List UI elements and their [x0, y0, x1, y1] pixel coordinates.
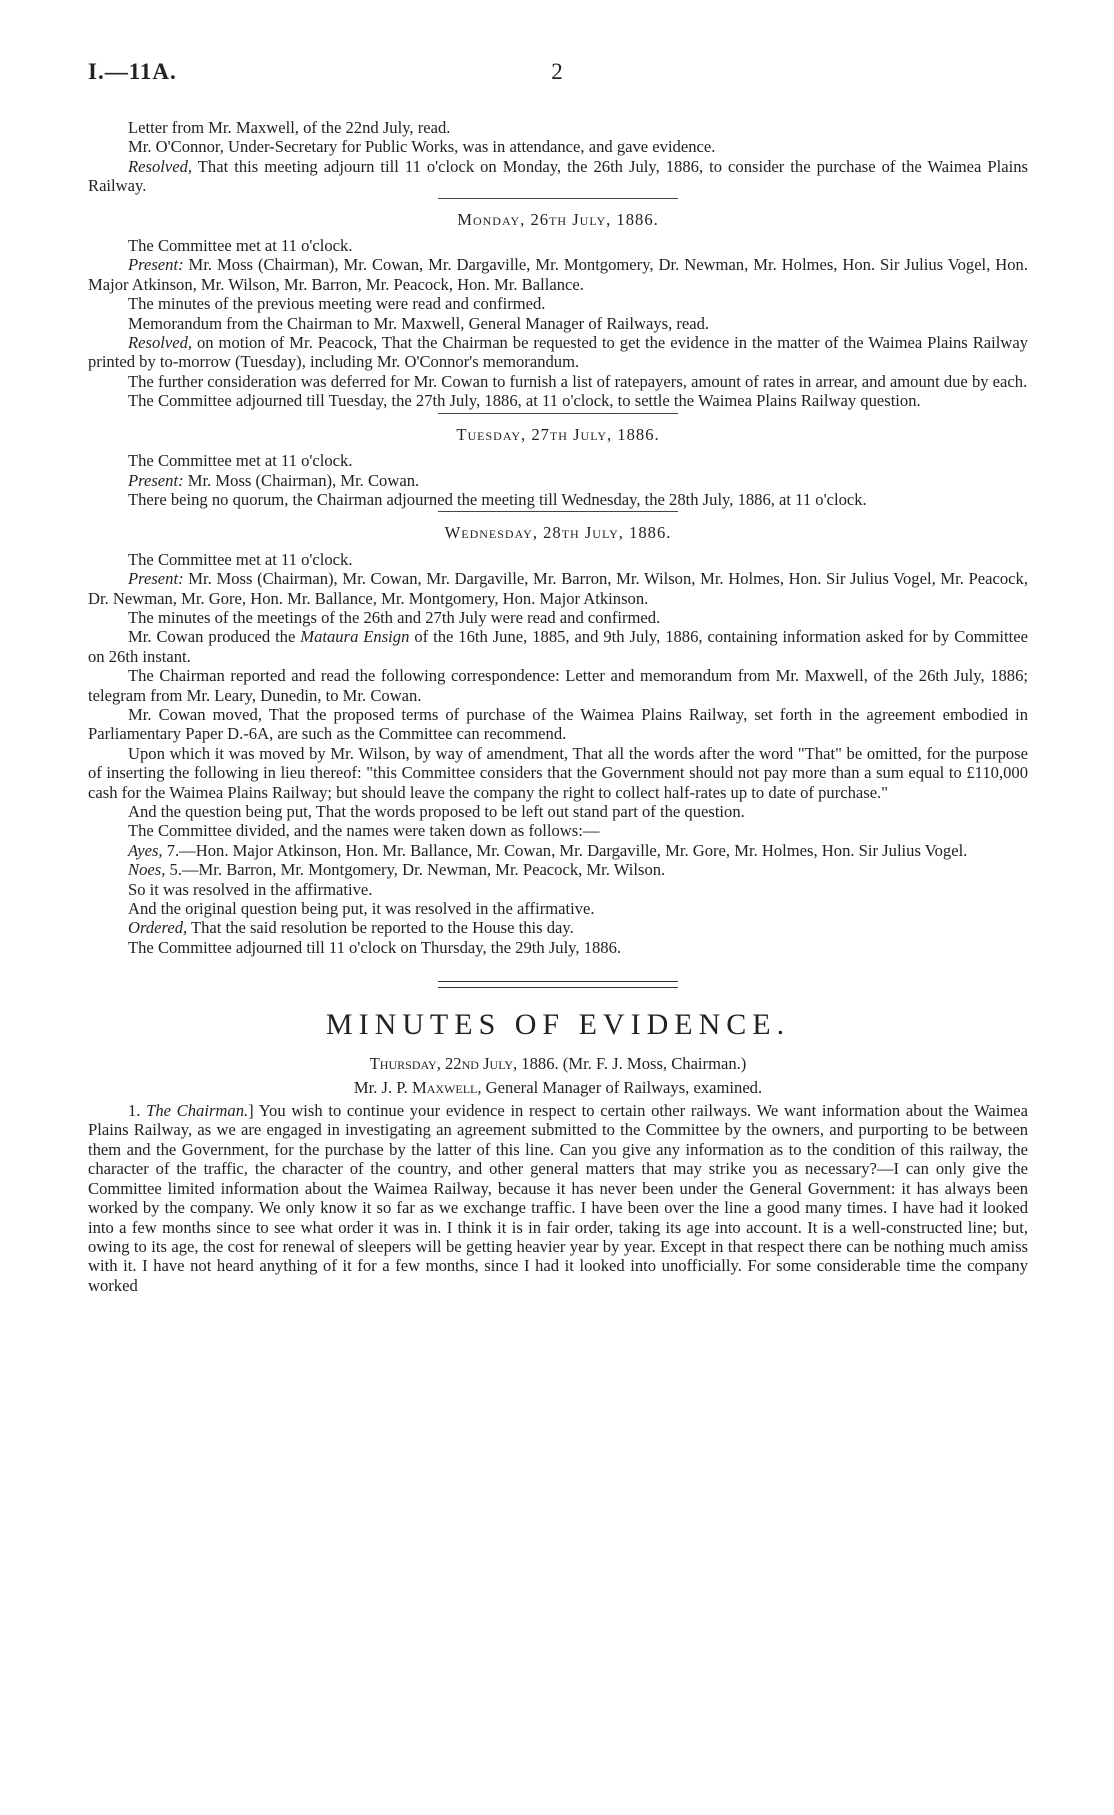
italic-label: Present: — [128, 255, 184, 275]
paragraph: Present: Mr. Moss (Chairman), Mr. Cowan, Mr. Dargaville, Mr. Montgomery, Dr. Newman, Mr. Holmes, Hon. Sir Julius Vogel, Hon. Major Atkinson, Mr. Wilson, Mr. Barron, Mr. Peacock, Hon. Mr. Ballance. — [88, 255, 1028, 294]
paragraph: Mr. Cowan moved, That the proposed terms of purchase of the Waimea Plains Railway, set forth in the agreement embodied in Parliamentary Paper D.-6A, are such as the Committee can recommend. — [88, 704, 1028, 744]
witness-name: Maxwell — [411, 1077, 478, 1097]
section-divider — [438, 198, 678, 199]
italic-label: Present: — [128, 470, 184, 490]
paragraph: The Committee divided, and the names were taken down as follows:— — [128, 821, 600, 841]
paragraph: The further consideration was deferred for Mr. Cowan to furnish a list of ratepayers, amount of rates in arrear, and amount due by each. — [128, 371, 1028, 391]
paragraph: The minutes of the meetings of the 26th and 27th July were read and confirmed. — [128, 607, 661, 627]
italic-label: Ordered, — [128, 918, 188, 938]
page-number: 2 — [551, 59, 563, 84]
question-paragraph: 1. The Chairman.] You wish to continue your evidence in respect to certain other railways. We want information about the Waimea Plains Railway, as we are engaged in investigating an agreement submitted to the Committee by the owners, and purporting to be between them and the Government, for the purchase by the latter of this line. Can you give any information as to the condition of this railway, the character of the traffic, the character of the country, and other general matters that may strike you as necessary?—I can only give the Committee limited information about the Waimea Railway, because it has never been under the General Government: it has always been worked by the company. We only know it so far as we exchange traffic. I have been over the line a good many times. I have had it looked into a few months since to see what order it was in. I think it is in fair order, taking its age into account. It is a well-constructed line; but, owing to its age, the cost for renewal of sleepers will be getting heavier year by year. Except in that respect there can be nothing much amiss with it. I have not heard anything of it for a few months, since I had it looked into unofficially. For some considerable time the company worked — [88, 1101, 1029, 1295]
paragraph: Mr. Cowan produced the Mataura Ensign of the 16th June, 1885, and 9th July, 1886, containing information asked for by Committee on 26th instant. — [88, 627, 1028, 666]
paragraph: Memorandum from the Chairman to Mr. Maxwell, General Manager of Railways, read. — [128, 313, 710, 333]
page-header — [88, 59, 1026, 92]
paper-reference: I.—11A. — [88, 59, 177, 84]
evidence-date-line — [88, 1054, 1028, 1073]
witness-line: Mr. J. P. Maxwell, General Manager of Railways, examined. — [353, 1077, 763, 1097]
paragraph: Present: Mr. Moss (Chairman), Mr. Cowan, Mr. Dargaville, Mr. Barron, Mr. Wilson, Mr. Holmes, Hon. Sir Julius Vogel, Mr. Peacock, Dr. Newman, Mr. Gore, Hon. Mr. Ballance, Mr. Montgomery, Hon. Major Atkinson. — [88, 569, 1028, 608]
paragraph: The Committee met at 11 o'clock. — [128, 236, 353, 256]
paragraph: Noes, 5.—Mr. Barron, Mr. Montgomery, Dr. Newman, Mr. Peacock, Mr. Wilson. — [128, 860, 666, 880]
document-body — [88, 118, 1028, 1295]
paragraph: Mr. O'Connor, Under-Secretary for Public Works, was in attendance, and gave evidence. — [128, 137, 716, 157]
paragraph: The Committee met at 11 o'clock. — [128, 549, 353, 569]
speaker: The Chairman. — [146, 1101, 249, 1121]
section-divider — [438, 413, 678, 414]
italic-label: Ayes, — [128, 840, 163, 860]
italic-label: Present: — [128, 569, 184, 589]
evidence-title: MINUTES OF EVIDENCE. — [325, 1008, 791, 1042]
evidence-chair: (Mr. F. J. Moss, Chairman.) — [562, 1054, 747, 1074]
paragraph: Resolved, That this meeting adjourn till 11 o'clock on Monday, the 26th July, 1886, to consider the purchase of the Waimea Plains Railway. — [88, 156, 1028, 196]
paragraph: Letter from Mr. Maxwell, of the 22nd July, read. — [128, 118, 451, 137]
section-divider — [438, 511, 678, 512]
paragraph: The minutes of the previous meeting were read and confirmed. — [128, 294, 546, 314]
paragraph: And the original question being put, it was resolved in the affirmative. — [128, 899, 595, 919]
paragraph: The Committee adjourned till 11 o'clock on Thursday, the 29th July, 1886. — [128, 937, 622, 957]
meeting-date: Monday, 26th July, 1886. — [457, 209, 659, 229]
newspaper-title: Mataura Ensign — [300, 627, 410, 647]
paragraph: The Committee met at 11 o'clock. — [128, 451, 353, 471]
paragraph: The Chairman reported and read the following correspondence: Letter and memorandum from Mr. Maxwell, of the 26th July, 1886; telegram from Mr. Leary, Dunedin, to Mr. Cowan. — [88, 666, 1028, 705]
paragraph: Ayes, 7.—Hon. Major Atkinson, Hon. Mr. Ballance, Mr. Cowan, Mr. Dargaville, Mr. Gore, Mr. Holmes, Hon. Sir Julius Vogel. — [128, 840, 968, 860]
evidence-date: Thursday, 22nd July, 1886. — [369, 1054, 559, 1074]
italic-label: Noes, — [128, 860, 166, 880]
paragraph: So it was resolved in the affirmative. — [128, 879, 373, 899]
double-rule — [438, 981, 678, 988]
paragraph: Upon which it was moved by Mr. Wilson, by way of amendment, That all the words after the word "That" be omitted, for the purpose of inserting the following in lieu thereof: "this Committee considers that the Government should not pay more than a sum equal to £110,000 cash for the Waimea Plains Railway; but should leave the company the right to collect half-rates up to date of purchase." — [88, 743, 1028, 802]
paragraph: Present: Mr. Moss (Chairman), Mr. Cowan. — [128, 470, 420, 490]
paragraph: There being no quorum, the Chairman adjourned the meeting till Wednesday, the 28th July, 1886, at 11 o'clock. — [128, 489, 867, 509]
meeting-date: Tuesday, 27th July, 1886. — [456, 424, 660, 444]
italic-label: Resolved, — [128, 333, 193, 353]
paragraph: And the question being put, That the words proposed to be left out stand part of the question. — [128, 802, 745, 821]
paragraph: Resolved, on motion of Mr. Peacock, That the Chairman be requested to get the evidence in the matter of the Waimea Plains Railway printed by to-morrow (Tuesday), including Mr. O'Connor's memorandum. — [88, 333, 1028, 372]
paragraph: The Committee adjourned till Tuesday, the 27th July, 1886, at 11 o'clock, to settle the Waimea Plains Railway question. — [128, 391, 921, 411]
paragraph: Ordered, That the said resolution be reported to the House this day. — [128, 918, 574, 938]
italic-label: Resolved, — [128, 156, 193, 176]
meeting-date: Wednesday, 28th July, 1886. — [444, 523, 672, 543]
